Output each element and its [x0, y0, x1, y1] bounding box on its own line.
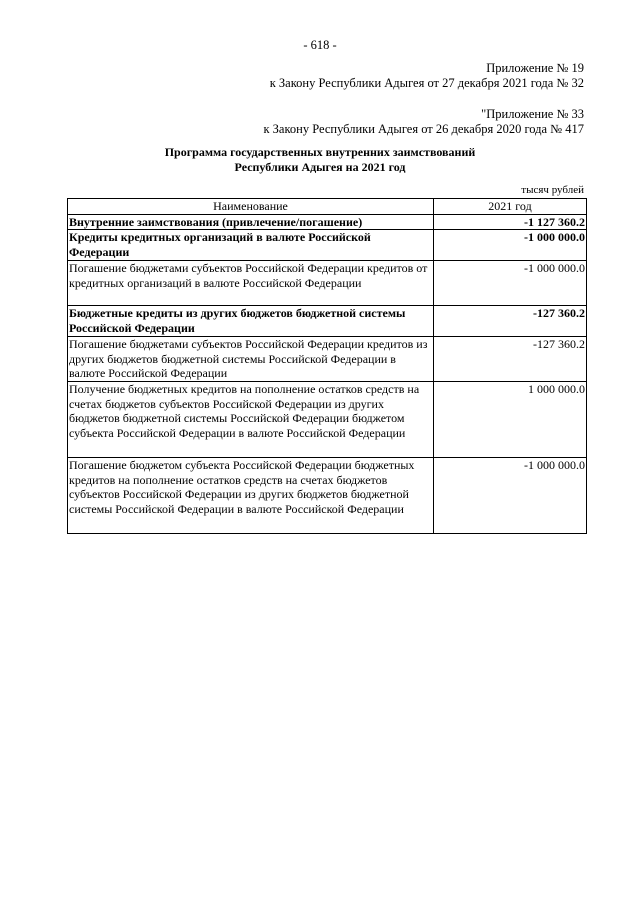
row-name: Погашение бюджетами субъектов Российской Федерации кредитов из других бюджетов бюджетной системы Российской Федерации в валюте Российской Федерации: [68, 337, 434, 382]
annex-current-number: Приложение № 19: [486, 61, 584, 75]
table-row: [68, 337, 587, 382]
row-name: Получение бюджетных кредитов на пополнение остатков средств на счетах бюджетов субъектов Российской Федерации из других бюджетов бюджетной системы Российской Федерации бюджетом субъекта Российской Федерации в валюте Российской Федерации: [68, 382, 434, 458]
page-number: - 618 -: [303, 38, 337, 52]
row-name: Погашение бюджетом субъекта Российской Федерации бюджетных кредитов на пополнение остатков средств на счетах бюджетов субъектов Российской Федерации из других бюджетов бюджетной системы Российской Федерации в валюте Российской Федерации: [68, 458, 434, 534]
row-name: Погашение бюджетами субъектов Российской Федерации кредитов от кредитных организаций в валюте Российской Федерации: [68, 261, 434, 306]
document-title-line-1: Программа государственных внутренних заимствований: [164, 145, 476, 159]
table-row: [68, 458, 587, 534]
table-row: [68, 230, 587, 261]
annex-current: [270, 61, 584, 91]
table-header-row: [68, 199, 587, 215]
units-label: тысяч рублей: [521, 184, 584, 196]
row-name: Кредиты кредитных организаций в валюте Российской Федерации: [68, 230, 434, 261]
column-header-name: Наименование: [68, 199, 434, 215]
row-name: Бюджетные кредиты из других бюджетов бюджетной системы Российской Федерации: [68, 306, 434, 337]
row-value: -1 000 000.0: [434, 261, 587, 306]
borrowing-program-table: [67, 198, 587, 534]
row-value: -1 127 360.2: [434, 214, 587, 230]
table-row: [68, 261, 587, 306]
row-value: -127 360.2: [434, 306, 587, 337]
table-row: [68, 306, 587, 337]
row-value: -1 000 000.0: [434, 230, 587, 261]
annex-previous-number: "Приложение № 33: [481, 107, 584, 121]
annex-current-law: к Закону Республики Адыгея от 27 декабря 2021 года № 32: [269, 76, 584, 90]
annex-previous: [263, 107, 584, 137]
row-value: 1 000 000.0: [434, 382, 587, 458]
table-row: [68, 382, 587, 458]
table-row: [68, 214, 587, 230]
document-title: [0, 145, 640, 175]
row-name: Внутренние заимствования (привлечение/погашение): [68, 214, 434, 230]
annex-previous-law: к Закону Республики Адыгея от 26 декабря 2020 года № 417: [263, 122, 584, 136]
document-title-line-2: Республики Адыгея на 2021 год: [234, 160, 406, 174]
row-value: -1 000 000.0: [434, 458, 587, 534]
row-value: -127 360.2: [434, 337, 587, 382]
column-header-year: 2021 год: [434, 199, 587, 215]
